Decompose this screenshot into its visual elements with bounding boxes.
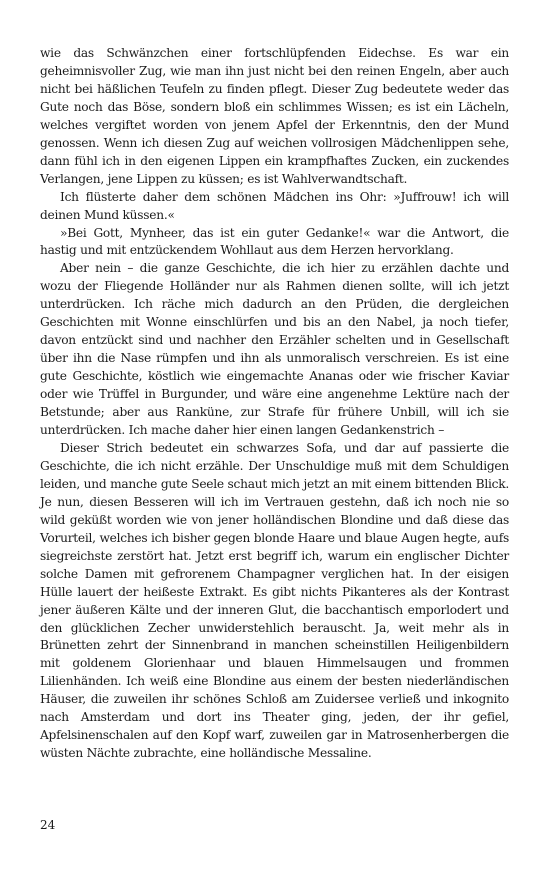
paragraph-3: »Bei Gott, Mynheer, das ist ein guter Gedanke!« war die Antwort, die hastig und mit entzückendem Wohllaut aus dem Herzen hervorklang. — [40, 225, 509, 258]
paragraph-2: Ich flüsterte daher dem schönen Mädchen ins Ohr: »Juffrouw! ich will deinen Mund küssen.« — [40, 189, 509, 222]
page-number: 24 — [40, 818, 56, 832]
paragraph-5: Dieser Strich bedeutet ein schwarzes Sofa, und dar auf passierte die Geschichte, die ich nicht erzähle. Der Unschuldige muß mit dem Schuldigen leiden, und manche gute Seele schaut mich jetzt an mit einem bittenden Blick. Je nun, diesen Besseren will ich im Vertrauen gestehn, daß ich noch nie so wild geküßt worden wie von jener holländischen Blondine und daß diese das Vorurteil, welches ich bisher gegen blonde Haare und blaue Augen hegte, aufs siegreichste zerstört hat. Jetzt erst begriff ich, warum ein englischer Dichter solche Damen mit gefrorenem Champagner verglichen hat. In der eisigen Hülle lauert der heißeste Extrakt. Es gibt nichts Pikanteres als der Kontrast jener äußeren Kälte und der inneren Glut, die bacchantisch emporlodert und den glücklichen Zecher unwiderstehlich berauscht. Ja, weit mehr als in Brünetten zehrt der Sinnenbrand in manchen scheinstillen Heiligenbildern mit goldenem Glorienhaar und blauen Himmelsaugen und frommen Lilienhänden. Ich weiß eine Blondine aus einem der besten niederländischen Häuser, die zuweilen ihr schönes Schloß am Zuidersee verließ und inkognito nach Amsterdam und dort ins Theater ging, jeden, der ihr gefiel, Apfelsinenschalen auf den Kopf warf, zuweilen gar in Matrosenherbergen die wüsten Nächte zubrachte, eine holländische Messaline. — [40, 440, 509, 761]
paragraph-4: Aber nein – die ganze Geschichte, die ich hier zu erzählen dachte und wozu der Fliegende Holländer nur als Rahmen dienen sollte, will ich jetzt unterdrücken. Ich räche mich dadurch an den Prüden, die dergleichen Geschichten mit Wonne einschlürfen und bis an den Nabel, ja noch tiefer, davon entzückt sind und nachher den Erzähler schelten und in Gesellschaft über ihn die Nase rümpfen und ihn als unmoralisch verschreien. Es ist eine gute Geschichte, köstlich wie eingemachte Ananas oder wie frischer Kaviar oder wie Trüffel in Burgunder, und wäre eine angenehme Lektüre nach der Betstunde; aber aus Rankünе, zur Strafe für frühere Unbill, will ich sie unterdrücken. Ich mache daher hier einen langen Gedankenstrich – — [40, 261, 509, 438]
body-text — [40, 45, 509, 763]
paragraph-1: wie das Schwänzchen einer fortschlüpfenden Eidechse. Es war ein geheimnisvoller Zug, wie man ihn just nicht bei den reinen Engeln, aber auch nicht bei häßlichen Teufeln zu finden pflegt. Dieser Zug bedeutete weder das Gute noch das Böse, sondern bloß ein schlimmes Wissen; es ist ein Lächeln, welches vergiftet worden von jenem Apfel der Erkenntnis, den der Mund genossen. Wenn ich diesen Zug auf weichen vollrosigen Mädchenlippen sehe, dann fühl ich in den eigenen Lippen ein krampfhaftes Zucken, ein zuckendes Verlangen, jene Lippen zu küssen; es ist Wahlverwandtschaft. — [40, 46, 509, 186]
